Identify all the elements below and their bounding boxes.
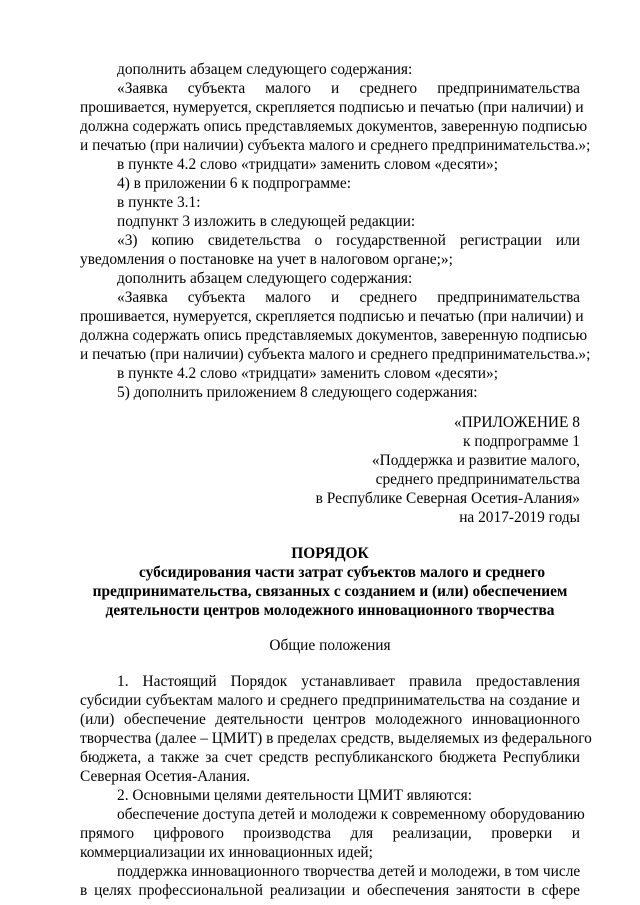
text-line: дополнить абзацем следующего содержания: — [117, 61, 413, 78]
text-line: прошивается, нумеруется, скрепляется подписью и печатью (при наличии) и — [80, 99, 584, 116]
text-line: подпункт 3 изложить в следующей редакции: — [117, 213, 416, 230]
text-line: прошивается, нумеруется, скрепляется подписью и печатью (при наличии) и — [80, 308, 584, 325]
text-line: обеспечение доступа детей и молодежи к современному оборудованию — [117, 806, 585, 823]
appendix-subtitle: в Республике Северная Осетия-Алания» — [315, 490, 580, 507]
text-line: прямого цифрового производства для реализации, проверки и — [80, 825, 580, 842]
appendix-heading: «ПРИЛОЖЕНИЕ 8 — [453, 414, 580, 431]
text-line: 5) дополнить приложением 8 следующего содержания: — [117, 384, 478, 401]
section-heading: Общие положения — [269, 637, 391, 654]
text-line: и печатью (при наличии) субъекта малого и среднего предпринимательства.»; — [80, 137, 591, 154]
text-line: «3) копию свидетельства о государственной регистрации или — [117, 232, 580, 249]
text-line: (или) обеспечение деятельности центров молодежного инновационного — [80, 711, 580, 728]
text-line: «Заявка субъекта малого и среднего предпринимательства — [117, 80, 580, 97]
text-line: дополнить абзацем следующего содержания: — [117, 270, 413, 287]
appendix-subtitle: «Поддержка и развитие малого, — [371, 452, 580, 469]
document-subtitle: субсидирования части затрат субъектов малого и среднего — [138, 564, 546, 581]
text-line: уведомления о постановке на учет в налоговом органе;»; — [80, 251, 453, 268]
text-line: коммерциализации их инновационных идей; — [80, 844, 373, 861]
appendix-subtitle: на 2017-2019 годы — [459, 509, 580, 526]
text-line: творчества (далее – ЦМИТ) в пределах средств, выделяемых из федерального — [80, 730, 592, 747]
text-line: субсидии субъектам малого и среднего предпринимательства на создание и — [80, 692, 580, 709]
text-line: и печатью (при наличии) субъекта малого и среднего предпринимательства.»; — [80, 346, 591, 363]
document-subtitle: предпринимательства, связанных с созданием и (или) обеспечением — [92, 583, 568, 600]
text-line: должна содержать опись представляемых документов, заверенную подписью — [80, 327, 588, 344]
text-line: Северная Осетия-Алания. — [80, 768, 251, 785]
text-line: поддержка инновационного творчества детей и молодежи, в том числе — [117, 863, 581, 880]
text-line: в целях профессиональной реализации и обеспечения занятости в сфере — [80, 882, 580, 899]
text-line: в пункте 4.2 слово «тридцати» заменить словом «десяти»; — [117, 365, 498, 382]
text-line: «Заявка субъекта малого и среднего предпринимательства — [117, 289, 580, 306]
appendix-subtitle: к подпрограмме 1 — [463, 433, 580, 450]
text-line: 2. Основными целями деятельности ЦМИТ являются: — [117, 787, 472, 804]
text-line: 4) в приложении 6 к подпрограмме: — [117, 175, 352, 192]
text-line: в пункте 3.1: — [117, 194, 201, 211]
document-subtitle: деятельности центров молодежного инновационного творчества — [105, 602, 555, 619]
text-line: должна содержать опись представляемых документов, заверенную подписью — [80, 118, 588, 135]
appendix-subtitle: среднего предпринимательства — [375, 471, 580, 488]
document-title: ПОРЯДОК — [291, 545, 369, 562]
text-line: 1. Настоящий Порядок устанавливает правила предоставления — [117, 673, 580, 690]
text-line: в пункте 4.2 слово «тридцати» заменить словом «десяти»; — [117, 156, 498, 173]
text-line: бюджета, а также за счет средств республиканского бюджета Республики — [80, 749, 580, 766]
